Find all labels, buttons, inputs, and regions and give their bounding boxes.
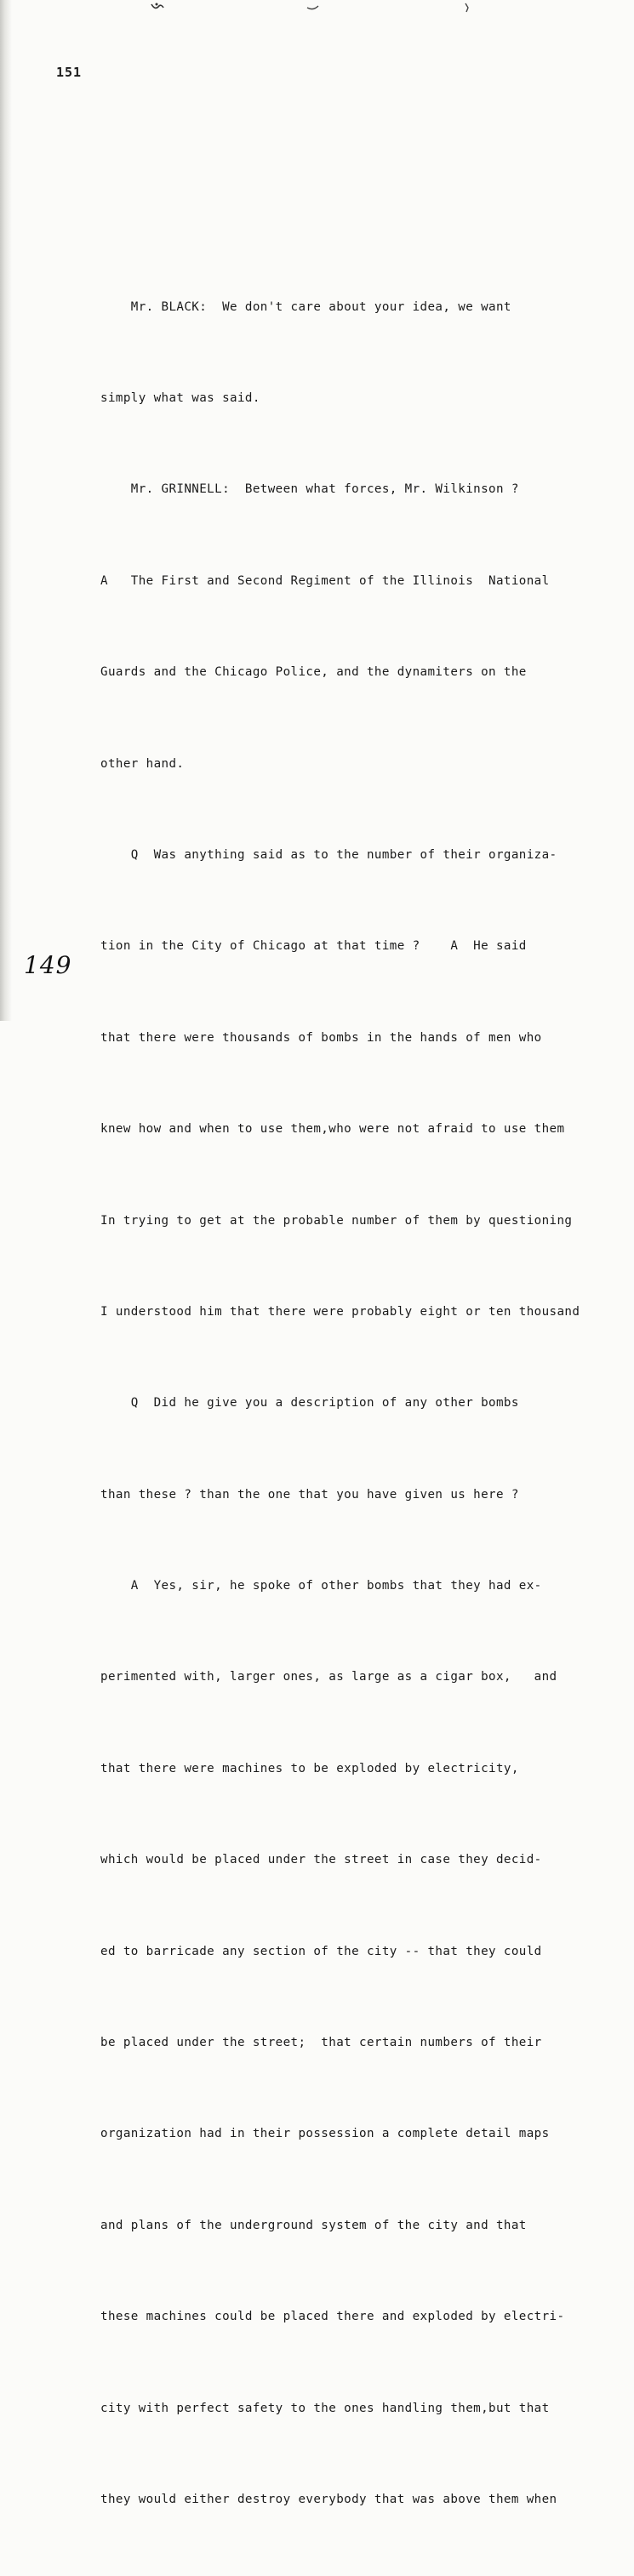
transcript-line: they would either destroy everybody that was above them when <box>100 2492 557 2506</box>
ink-mark-icon <box>463 2 471 10</box>
transcript-line: tion in the City of Chicago at that time ? A He said <box>100 939 527 954</box>
transcript-line: I understood him that there were probably eight or ten thousand <box>100 1304 580 1319</box>
transcript-line: these machines could be placed there and exploded by electri- <box>100 2310 565 2324</box>
transcript-line: ed to barricade any section of the city -- that they could <box>100 1944 542 1958</box>
transcript-line: city with perfect safety to the ones handling them,but that <box>100 2401 550 2415</box>
transcript-line: and plans of the underground system of the city and that <box>100 2218 527 2232</box>
ink-mark-icon <box>150 2 158 10</box>
transcript-line: than these ? than the one that you have given us here ? <box>100 1487 519 1502</box>
transcript-body <box>100 231 611 2576</box>
transcript-line: organization had in their possession a complete detail maps <box>100 2127 550 2141</box>
transcript-line: In trying to get at the probable number of them by questioning <box>100 1213 573 1228</box>
transcript-line: A The First and Second Regiment of the Illinois National <box>100 573 550 588</box>
transcript-line: Q Was anything said as to the number of their organiza- <box>100 847 557 862</box>
page-number: 151 <box>56 65 83 80</box>
transcript-line: Mr. BLACK: We don't care about your idea, we want <box>100 299 511 314</box>
transcript-line: other hand. <box>100 756 185 771</box>
transcript-line: that there were thousands of bombs in the hands of men who <box>100 1030 542 1045</box>
ink-mark-icon <box>306 3 315 12</box>
transcript-line: be placed under the street; that certain numbers of their <box>100 2036 542 2050</box>
scan-edge-shadow <box>0 0 12 1021</box>
transcript-line: that there were machines to be exploded by electricity, <box>100 1761 519 1775</box>
handwritten-page-number: 149 <box>24 951 72 979</box>
transcript-line: A Yes, sir, he spoke of other bombs that they had ex- <box>100 1579 542 1593</box>
transcript-line: knew how and when to use them,who were not afraid to use them <box>100 1122 565 1137</box>
transcript-line: simply what was said. <box>100 390 260 405</box>
transcript-line: Mr. GRINNELL: Between what forces, Mr. Wilkinson ? <box>100 482 519 497</box>
transcript-line: Q Did he give you a description of any other bombs <box>100 1396 519 1411</box>
transcript-line: perimented with, larger ones, as large as a cigar box, and <box>100 1670 557 1684</box>
transcript-line: which would be placed under the street in case they decid- <box>100 1853 542 1867</box>
transcript-line: Guards and the Chicago Police, and the dynamiters on the <box>100 665 527 680</box>
